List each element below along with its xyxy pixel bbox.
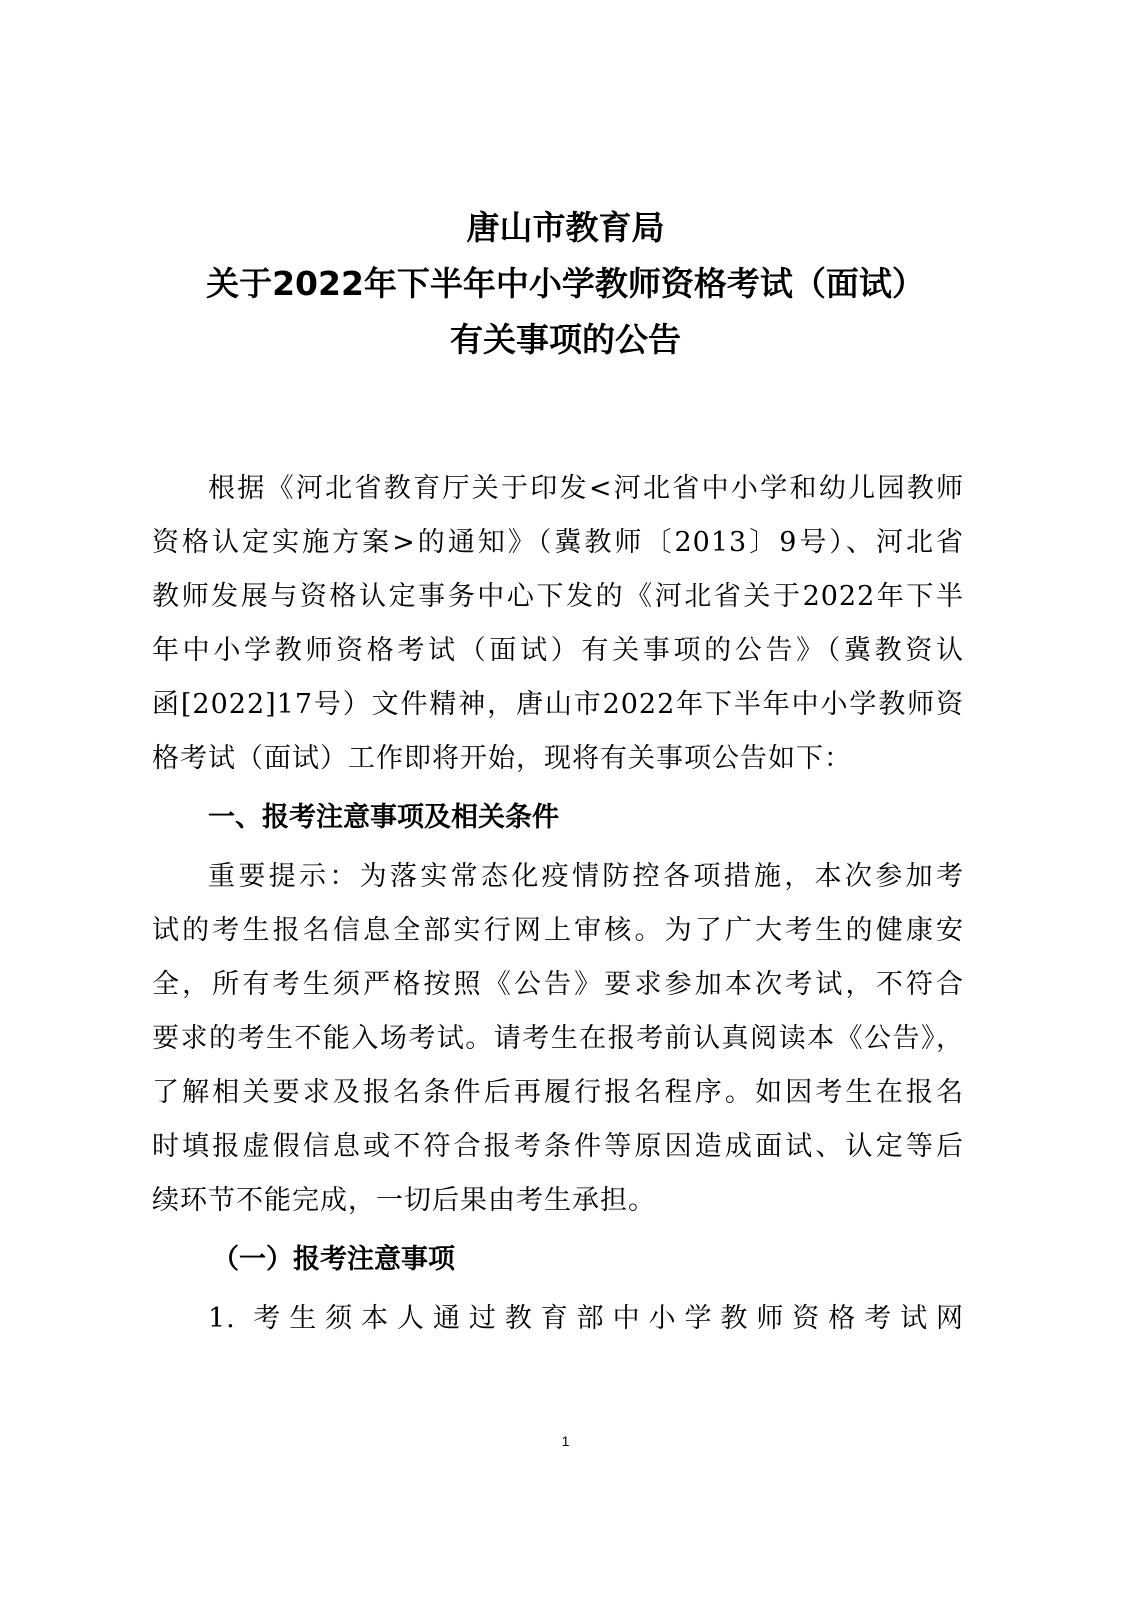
notice-line: 全，所有考生须严格按照《公告》要求参加本次考试，不符合 xyxy=(152,969,964,1000)
intro-line: 年中小学教师资格考试（面试）有关事项的公告》（冀教资认 xyxy=(152,635,964,666)
intro-line: 资格认定实施方案>的通知》（冀教师〔2013〕9号）、河北省 xyxy=(152,527,964,558)
title-line-2: 关于2022年下半年中小学教师资格考试（面试） xyxy=(206,264,925,303)
notice-line: 要求的考生不能入场考试。请考生在报考前认真阅读本《公告》， xyxy=(152,1023,964,1054)
notice-line: 试的考生报名信息全部实行网上审核。为了广大考生的健康安 xyxy=(152,915,964,946)
notice-paragraph xyxy=(152,850,964,1228)
notice-line: 重要提示：为落实常态化疫情防控各项措施，本次参加考 xyxy=(208,861,964,892)
item-1-paragraph xyxy=(152,1292,964,1346)
page-number: 1 xyxy=(561,1433,570,1449)
notice-line: 时填报虚假信息或不符合报考条件等原因造成面试、认定等后 xyxy=(152,1131,964,1162)
subsection-heading-1: （一）报考注意事项 xyxy=(212,1244,455,1275)
intro-line: 根据《河北省教育厅关于印发<河北省中小学和幼儿园教师 xyxy=(208,473,964,504)
intro-line: 函[2022]17号）文件精神，唐山市2022年下半年中小学教师资 xyxy=(152,689,964,720)
document-body xyxy=(152,462,964,1346)
notice-line: 了解相关要求及报名条件后再履行报名程序。如因考生在报名 xyxy=(152,1077,964,1108)
section-heading-1: 一、报考注意事项及相关条件 xyxy=(208,802,559,833)
title-line-1: 唐山市教育局 xyxy=(466,208,665,247)
item-1-line: 1. 考生须本人通过教育部中小学教师资格考试网 xyxy=(208,1303,964,1334)
intro-paragraph xyxy=(152,462,964,786)
intro-line: 格考试（面试）工作即将开始，现将有关事项公告如下： xyxy=(152,743,852,774)
notice-line: 续环节不能完成，一切后果由考生承担。 xyxy=(152,1185,656,1216)
title-line-3: 有关事项的公告 xyxy=(450,320,681,359)
document-title xyxy=(0,200,1131,368)
intro-line: 教师发展与资格认定事务中心下发的《河北省关于2022年下半 xyxy=(152,581,964,612)
